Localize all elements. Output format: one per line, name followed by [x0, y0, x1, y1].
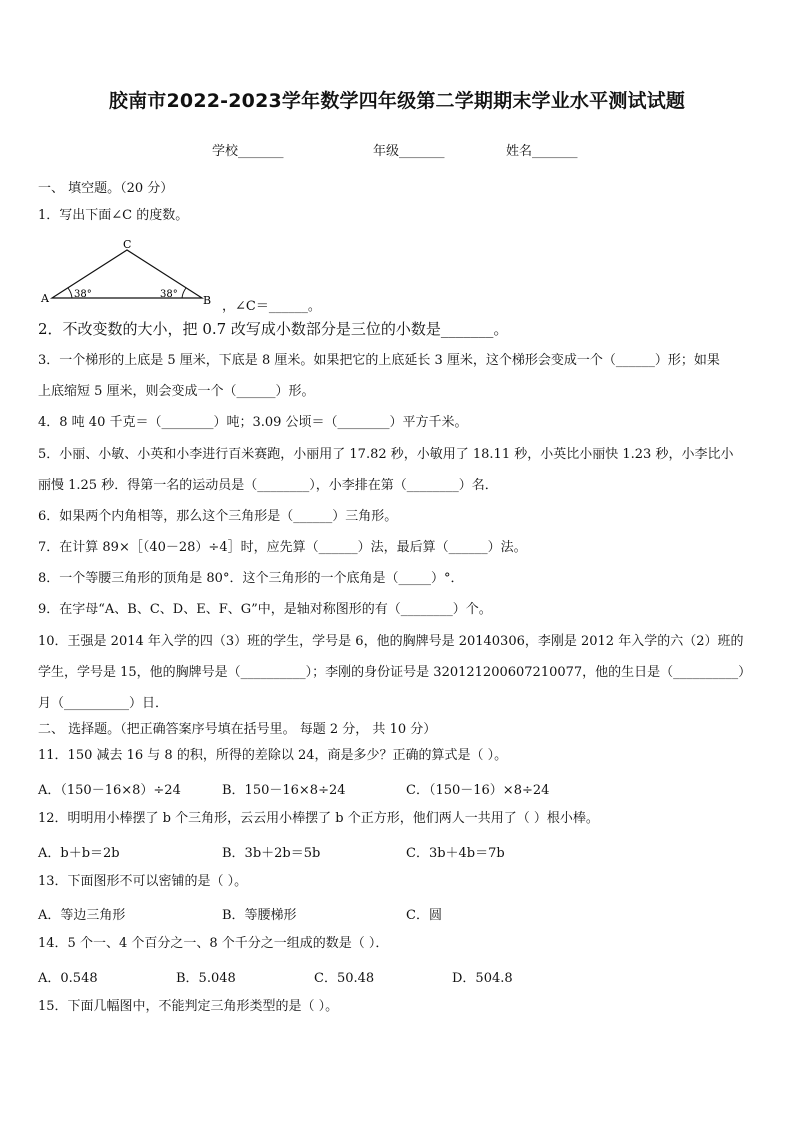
question-5-line-2: 丽慢 1.25 秒．得第一名的运动员是（________），小李排在第（________）名．: [38, 478, 498, 493]
section-choice-heading: 二、 选择题。（把正确答案序号填在括号里。 每题 2 分， 共 10 分）: [38, 722, 437, 737]
question-2: 2．不改变数的大小，把 0.7 改写成小数部分是三位的小数是_______。: [38, 320, 509, 338]
q14-option-a: A．0.548: [38, 971, 98, 986]
question-13: 13．下面图形不可以密铺的是（ ）。: [38, 874, 248, 889]
question-12: 12．明明用小棒摆了 b 个三角形，云云用小棒摆了 b 个正方形，他们两人一共用了（ ）根小棒。: [38, 811, 599, 826]
angle-a-label: 38°: [74, 289, 92, 300]
question-10-line-2: 学生，学号是 15，他的胸牌号是（__________）；李刚的身份证号是 320121200607210077，他的生日是（__________）: [38, 665, 752, 680]
question-6: 6．如果两个内角相等，那么这个三角形是（______）三角形。: [38, 509, 398, 524]
vertex-label-b: B: [203, 294, 212, 307]
q13-option-a: A．等边三角形: [38, 908, 126, 923]
q14-option-c: C．50.48: [314, 971, 375, 986]
question-1: 1．写出下面∠C 的度数。: [38, 208, 189, 223]
q13-option-b: B．等腰梯形: [222, 908, 297, 923]
q11-option-b: B．150－16×8÷24: [222, 783, 346, 798]
q12-option-c: C．3b＋4b＝7b: [406, 846, 505, 861]
school-field: 学校_______: [212, 144, 284, 159]
question-3-line-1: 3．一个梯形的上底是 5 厘米，下底是 8 厘米。如果把它的上底延长 3 厘米，这个梯形会变成一个（______）形；如果: [38, 353, 720, 368]
q14-option-b: B．5.048: [176, 971, 236, 986]
grade-field: 年级_______: [373, 144, 445, 159]
question-14: 14．5 个一、4 个百分之一、8 个千分之一组成的数是（ ）．: [38, 936, 389, 951]
question-4: 4．8 吨 40 千克＝（________）吨；3.09 公顷＝（________）平方千米。: [38, 415, 468, 430]
name-field: 姓名_______: [506, 144, 578, 159]
question-7: 7．在计算 89×［（40－28）÷4］时，应先算（______）法，最后算（______）法。: [38, 540, 527, 555]
page-title: 胶南市2022-2023学年数学四年级第二学期期末学业水平测试试题: [108, 90, 686, 112]
q12-option-a: A．b＋b＝2b: [38, 846, 120, 861]
question-9: 9．在字母“A、B、C、D、E、F、G”中，是轴对称图形的有（________）个。: [38, 602, 492, 617]
section-fill-in-heading: 一、 填空题。（20 分）: [38, 181, 174, 196]
question-15: 15．下面几幅图中，不能判定三角形类型的是（ ）。: [38, 999, 339, 1014]
question-8: 8．一个等腰三角形的顶角是 80°．这个三角形的一个底角是（_____）°．: [38, 571, 464, 586]
vertex-label-c: C: [123, 238, 132, 251]
angle-b-label: 38°: [160, 289, 178, 300]
question-10-line-1: 10．王强是 2014 年入学的四（3）班的学生，学号是 6，他的胸牌号是 20140306，李刚是 2012 年入学的六（2）班的: [38, 634, 744, 649]
triangle-figure: [38, 236, 218, 308]
question-1-answer: ，∠C＝______。: [222, 299, 321, 314]
vertex-label-a: A: [41, 292, 49, 305]
question-11: 11．150 减去 16 与 8 的积，所得的差除以 24，商是多少？正确的算式是（ ）。: [38, 748, 508, 763]
question-3-line-2: 上底缩短 5 厘米，则会变成一个（______）形。: [38, 384, 315, 399]
question-5-line-1: 5．小丽、小敏、小英和小李进行百米赛跑，小丽用了 17.82 秒，小敏用了 18.11 秒，小英比小丽快 1.23 秒，小李比小: [38, 447, 734, 462]
q13-option-c: C．圆: [406, 908, 442, 923]
q11-option-a: A．（150－16×8）÷24: [38, 783, 181, 798]
question-10-line-3: 月（__________）日．: [38, 696, 169, 711]
q14-option-d: D．504.8: [452, 971, 513, 986]
q11-option-c: C．（150－16）×8÷24: [406, 783, 550, 798]
q12-option-b: B．3b＋2b＝5b: [222, 846, 321, 861]
